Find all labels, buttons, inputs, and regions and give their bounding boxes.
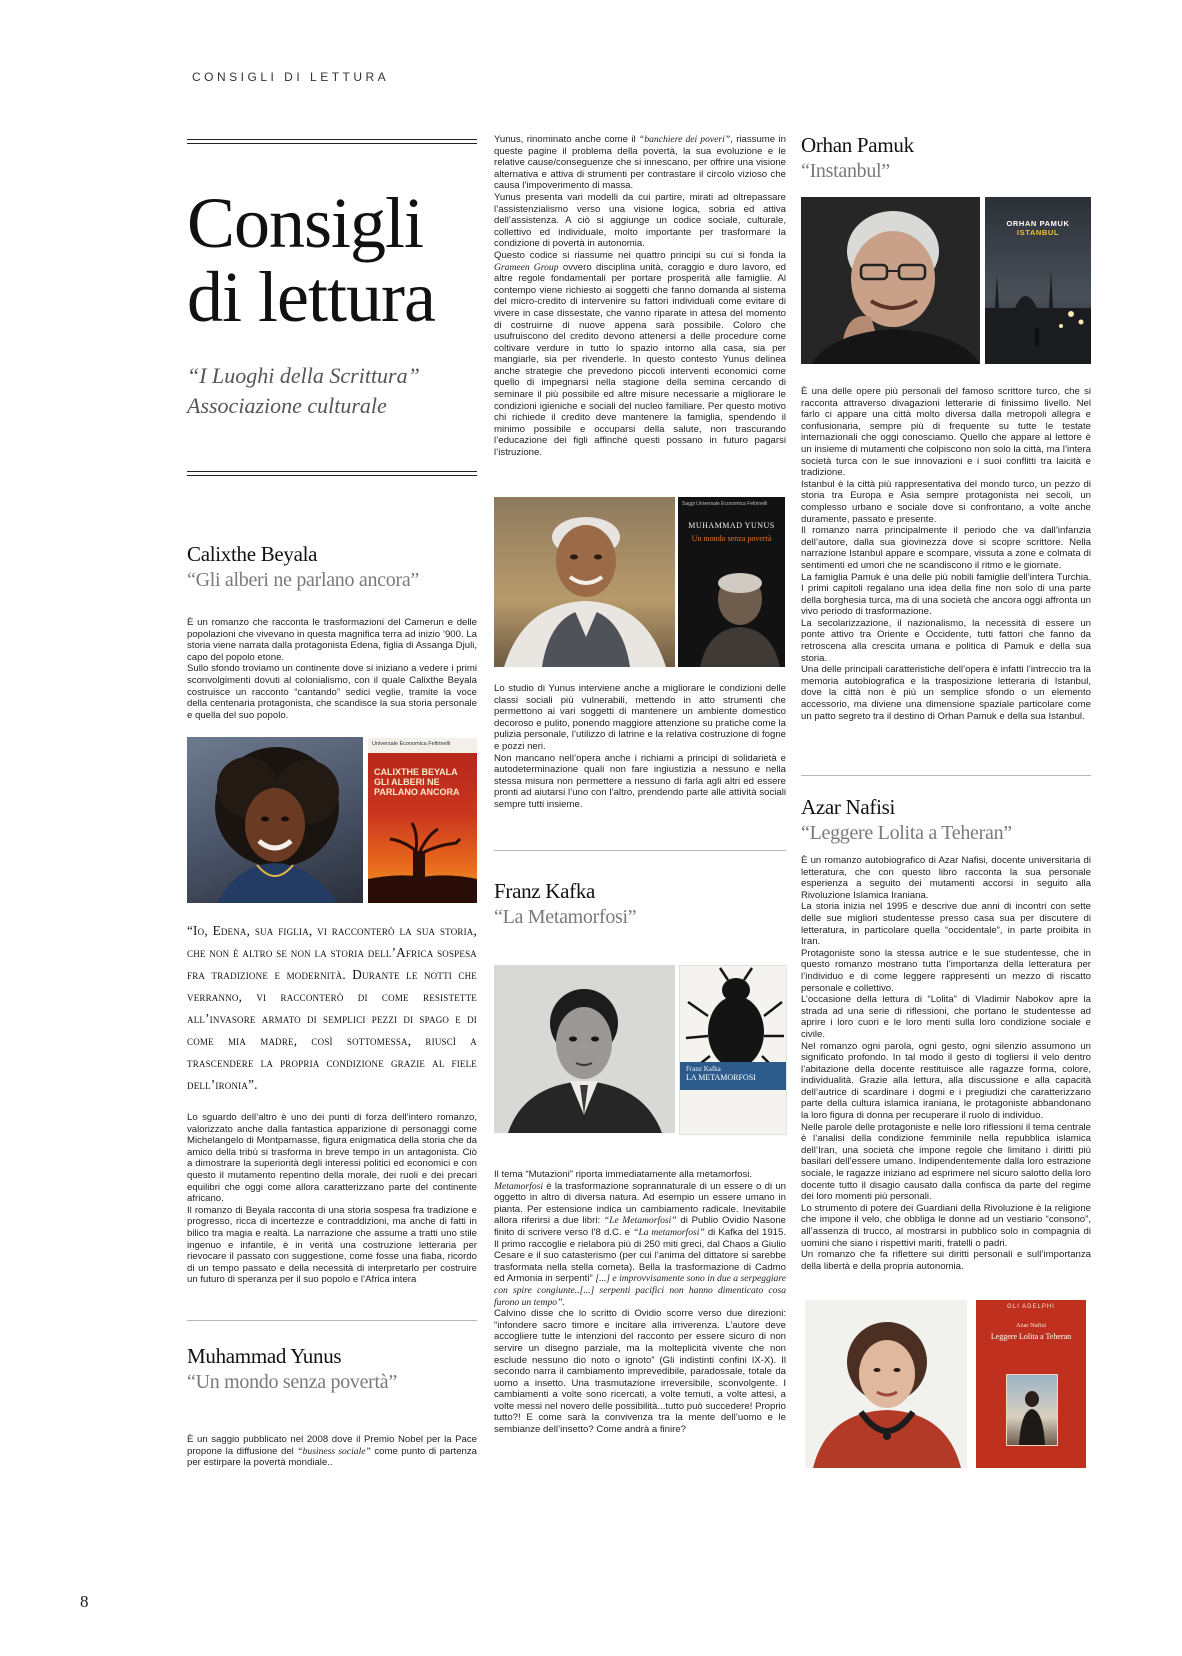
kafka-cover-band xyxy=(680,1062,786,1090)
beyala-yunus-divider xyxy=(187,1320,477,1321)
nafisi-p2: La storia inizia nel 1995 e descrive due anni di incontri con sette delle sue migliori studentesse presso casa sua per discutere di letteratura, in particolare quella “occidentale”, in parte proibita in Iran. xyxy=(801,901,1091,948)
beyala-cover-title-3: PARLANO ANCORA xyxy=(374,787,460,797)
kafka-heading xyxy=(494,879,786,929)
page-subtitle xyxy=(187,361,420,421)
kafka-p3: Calvino disse che lo scritto di Ovidio scorre verso due direzioni: “infondere sacro timore e incitare alla irriverenza. L’autore deve accogliere tutte le intenzioni del racconto per essere sicuro di non servire un disegno parziale, ma la molteplicità vivente che non esclude nessuno dio noto o ignoto” (Gli indistinti confini IX-X). Il secondo narra il cambiamento imprevedibile, paradossale, totale da uomo a insetto. Una trasmutazione irreversibile, sconvolgente. I cambiamenti a volte sono ricercati, a volte temuti, a volte attesi, a volte messi nel novero delle possibilità...tutto può succedere! Proprio tutto?! E come sarà la convivenza tra la mente dell’uomo e le sembianze dell’insetto? Come andrà a finire? xyxy=(494,1308,786,1436)
pamuk-heading xyxy=(801,133,1091,183)
page-title-line-1: Consigli xyxy=(187,183,424,263)
beyala-body xyxy=(187,1112,477,1286)
yunus-intro-b: come punto di partenza per estirpare la povertà mondiale.. xyxy=(187,1445,477,1469)
page-subtitle-line-1: “I Luoghi della Scrittura” xyxy=(187,363,420,388)
nafisi-author: Azar Nafisi xyxy=(801,795,896,819)
kafka-author: Franz Kafka xyxy=(494,879,596,903)
beyala-author-photo xyxy=(187,737,363,903)
yunus-cover-title: Un mondo senza povertà xyxy=(691,534,772,543)
kafka-p2-em4: [...] e improvvisamente sono in due a serpeggiare con spire congiunte..[...] serpenti pacifici non hanno dimenticato cosa furono un tempo”. xyxy=(494,1273,786,1308)
yunus-author: Muhammad Yunus xyxy=(187,1344,342,1368)
nafisi-p6: Nelle parole delle protagoniste e nelle loro riflessioni il tema centrale è l’analisi della condizione femminile nella repubblica islamica dell’Iran, una società che impone regole che limitano i diritti più basilari dell’essere umano. Indipendentemente dalla loro estrazione sociale, le ragazze iniziano ad esprimere nel sicuro salotto della loro docente tutto il disagio causato dalla confisca da parte del regime dei loro momenti più personali. xyxy=(801,1121,1091,1203)
yunus-p1-em: “banchiere dei poveri” xyxy=(638,134,731,145)
beyala-body-p2: Il romanzo di Beyala racconta di una storia sospesa fra tradizione e progresso, ricca di incertezze e contraddizioni, ma anche di fatti in bilico tra magia e realtà. La narrazione che assume a tratti uno stile ingenuo e infantile, è in verità una costruzione letteraria per rievocare il passato con suggestione, come fosse una fiaba, ricordo di un tempo passato e della necessità di interpretarlo per costruire un futuro di speranza per il suo popolo e l’Africa intera xyxy=(187,1204,477,1286)
nafisi-author-photo xyxy=(805,1300,967,1468)
masthead-bottom-rule xyxy=(187,471,477,476)
nafisi-cover-title: Leggere Lolita a Teheran xyxy=(990,1332,1072,1341)
pamuk-book-title: “Instanbul” xyxy=(801,160,890,182)
page-title xyxy=(187,183,435,337)
page-number: 8 xyxy=(80,1592,89,1611)
nafisi-heading xyxy=(801,795,1091,845)
pamuk-nafisi-divider xyxy=(801,775,1091,776)
yunus-body xyxy=(494,134,786,459)
pamuk-p2: Istanbul è la città più rappresentativa del mondo turco, un pezzo di storia tra Europa e Asia sempre protagonista nei secoli, un complesso urbano e sociale dove si confrontano, a volte anche duramente, passato e presente. xyxy=(801,478,1091,525)
nafisi-p8: Un romanzo che fa riflettere sui diritti personali e sull’importanza della libertà e della propria autonomia. xyxy=(801,1249,1091,1272)
yunus-p4: Lo studio di Yunus interviene anche a migliorare le condizioni delle classi sociali più vulnerabili, mettendo in atto strumenti che permettono ai vari soggetti di mantenere un ambiente domestico decoroso e pulito, ponendo maggiore attenzione su pratiche come la pulizia personale, l’utilizzo di latrine e la relativa costruzione di fogne e pozzi neri. xyxy=(494,683,786,752)
nafisi-p4: L’occasione della lettura di “Lolita” di Vladimir Nabokov apre la strada ad una serie di riflessioni, che portano le studentesse ad aprire i loro cuori e le loro menti sulla loro condizione sociale e civile. xyxy=(801,994,1091,1040)
yunus-book-cover xyxy=(678,497,785,667)
yunus-cover-portrait-icon xyxy=(678,557,785,667)
masthead-top-rule xyxy=(187,139,477,144)
page-title-line-2: di lettura xyxy=(187,257,435,337)
beyala-author: Calixthe Beyala xyxy=(187,542,318,566)
beyala-cover-title-1: CALIXTHE BEYALA xyxy=(374,767,458,777)
kafka-book-cover xyxy=(679,965,787,1135)
kafka-p2-em3: “La metamorfosi” xyxy=(633,1226,705,1238)
pamuk-cover-author: ORHAN PAMUK xyxy=(1006,219,1070,228)
kafka-p2-em1: Metamorfosi xyxy=(494,1180,544,1192)
beyala-cover-title-2: GLI ALBERI NE xyxy=(374,777,440,787)
yunus-p3-b: ovvero disciplina unità, coraggio e duro lavoro, ed altre regole fondamentali per portare prosperità alle famiglie. Al contempo viene richiesto ai soggetti che fanno domanda al sistema del micro-credito di intervenire su fattori individuali come evitare di vivere in case dissestate, che vanno riparate in attesa del momento di costruirne di nuove appena sarà possibile. Coloro che usufruiscono del credito devono attenersi a delle procedure come coltivare verdure in tutto lo spazio intorno alla casa, sia per mangiarle, sia per rivenderle. In questo contesto Yunus delinea anche strategie che prevedono piccoli interventi economici come quello di impegnarsi nella stagione della semina cercando di seminare il più possibile ed altre misure necessarie a migliorare le condizioni igieniche e sociali del nucleo familiare. Per questo motivo chi richiede il credito deve mantenere la famiglia, spendendo il minimo possibile e occuparsi della salute, non trascurando l’educazione dei figli affinché questi possano in futuro pagarsi l’istruzione. xyxy=(494,261,786,459)
beyala-intro xyxy=(187,617,477,721)
kafka-p1: Il tema “Mutazioni” riporta immediatamente alla metamorfosi. xyxy=(494,1169,753,1180)
nafisi-p7: Lo strumento di potere dei Guardiani della Rivoluzione è la religione che impone il velo, che obbliga le donne ad un vestiario “consono”, all’assenza di trucco, al mostrarsi in pubblico solo in compagnia di uomini che siano i rispettivi mariti, fratelli o padri. xyxy=(801,1202,1091,1249)
nafisi-cover-author: Azar Nafisi xyxy=(1015,1322,1047,1329)
kafka-p2-c: di Kafka del 1915. Il primo raccoglie e rielabora più di 250 miti greci, dal Chaos a Giulio Cesare e il suo catasterismo (per cui l’anima del dittatore si sarebbe trasformata nella stella cometa). Bella la trasformazione di Cadmo ed Armonia in serpenti” xyxy=(494,1226,786,1285)
yunus-p3-em: Grameen Group xyxy=(494,261,559,273)
yunus-p2: Yunus presenta vari modelli da cui partire, mirati ad oltrepassare l’assistenzialismo verso una visione logica, sobria ed attiva dell’assistenza. A ciò si aggiunge un codice sociale, culturale, collettivo ed individuale, molto importante per trasformare la condizione di povertà in autonomia. xyxy=(494,191,786,250)
pamuk-book-cover xyxy=(985,197,1091,364)
yunus-p3-a: Questo codice si riassume nei quattro principi su cui si fonda la xyxy=(494,249,786,261)
nafisi-p3: Protagoniste sono la stessa autrice e le sue studentesse, che in questo romanzo mostrano tutta l’importanza della letteratura per l’individuo e di come leggere rappresenti un mezzo di riscatto personale e collettivo. xyxy=(801,947,1091,994)
yunus-p1-a: Yunus, rinominato anche come il xyxy=(494,134,639,145)
baobab-tree-icon xyxy=(368,793,477,903)
beyala-book-title: “Gli alberi ne parlano ancora” xyxy=(187,569,419,591)
pamuk-p5: La secolarizzazione, il nazionalismo, la necessità di essere un ponte attivo tra Oriente e Occidente, tutti fattori che fanno da retroscena alla crescita umana e politica di Pamuk e della sua storia. xyxy=(801,617,1091,664)
nafisi-cover-figure-icon xyxy=(1007,1375,1057,1445)
running-header: CONSIGLI DI LETTURA xyxy=(192,70,390,84)
yunus-kafka-divider xyxy=(494,850,786,851)
beyala-book-cover xyxy=(368,738,477,903)
yunus-p5: Non mancano nell’opera anche i richiami a principi di solidarietà e autodeterminazione quali non fare ingiustizia a nessuno e nella stessa misura non permettere a nessuno di farla agli altri ed essere pronti ad aiutarsi l’uno con l’altro, prendendo parte alle attività sociali sempre tutti insieme. xyxy=(494,752,786,810)
pamuk-body xyxy=(801,386,1091,722)
kafka-p2-a: è la trasformazione soprannaturale di un essere o di un oggetto in altro di diversa natura. Ad esempio un essere umano in pianta. Per estensione indica un cambiamento radicale. Inevitabile allora riferirsi a due libri: xyxy=(494,1180,786,1227)
yunus-intro-em: “business sociale” xyxy=(297,1445,371,1457)
beyala-intro-p2: Sullo sfondo troviamo un continente dove si iniziano a vedere i primi sconvolgimenti dovuti al colonialismo, con il quale Calixthe Beyala costruisce un racconto “cantando” sedici veglie, tramite la voce della centenaria protagonista, che scandisce la sua storia personale e quella del suo popolo. xyxy=(187,663,477,721)
nafisi-cover-picture xyxy=(1006,1374,1058,1446)
nafisi-book-cover xyxy=(976,1300,1086,1468)
yunus-intro-a: È un saggio pubblicato nel 2008 dove il Premio Nobel per la Pace propone la diffusione del xyxy=(187,1434,477,1457)
yunus-body-cont xyxy=(494,683,786,811)
nafisi-p1: È un romanzo autobiografico di Azar Nafisi, docente universitaria di letteratura, che con questo libro racconta la sua personale esperienza a seguito dei mutamenti accorsi in seguito alla Rivoluzione Islamica Iraniana. xyxy=(801,855,1091,901)
yunus-book-title: “Un mondo senza povertà” xyxy=(187,1371,397,1393)
yunus-heading xyxy=(187,1344,477,1394)
kafka-body xyxy=(494,1169,786,1436)
nafisi-book-title: “Leggere Lolita a Teheran” xyxy=(801,822,1012,844)
pamuk-p1: È una delle opere più personali del famoso scrittore turco, che si racconta attraverso divagazioni letterarie di finissimo livello. Nel farlo ci appare una città molto diversa dalla metropoli allegra e confusionaria, sempre più di frequente su tutte le testate internazionali che oggi conosciamo. Quello che appare al lettore è un insieme di mutamenti che colpiscono non solo la città, ma l’intera società turca con le sue innovazioni e i suoi conflitti tra laicità e tradizione. xyxy=(801,386,1091,479)
nafisi-cover-series: GLI ADELPHI xyxy=(1007,1304,1055,1310)
yunus-cover-publisher: Saggi Universale Economica Feltrinelli xyxy=(682,501,768,507)
page-subtitle-line-2: Associazione culturale xyxy=(187,393,387,418)
pamuk-author-photo xyxy=(801,197,980,364)
beetle-icon xyxy=(680,966,786,1076)
beyala-body-p1: Lo sguardo dell’altro è uno dei punti di forza dell’intero romanzo, valorizzato anche dalla fantastica apparizione di personaggi come Michelangelo di Montparnasse, figura enigmatica della storia che da amico della tribù si trasforma in breve tempo in un antagonista. Ciò a dimostrare la superiorità degli interessi politici ed economici e con questo il mutamento repentino della morale, dei ruoli e dei precari equilibri che oggi come allora caratterizzano parte del continente africano. xyxy=(187,1112,477,1205)
kafka-book-title: “La Metamorfosi” xyxy=(494,906,637,928)
yunus-p1-b: , riassume in queste pagine il problema della povertà, la sua evoluzione e le relative cause/conseguenze che si innescano, per offrire una visione alternativa e attiva di strumenti per contrastare il circolo vizioso che causa l’impoverimento di massa. xyxy=(494,134,786,192)
yunus-intro xyxy=(187,1434,477,1469)
pamuk-p6: Una delle principali caratteristiche dell’opera è infatti l’intreccio tra la memoria autobiografica e la trasposizione letteraria di Istanbul, dove la città non è più un semplice sfondo o un elemento accessorio, ma diviene una dimensione spaziale particolare come un patto segreto tra il destino di Orhan Pamuk e della sua Istanbul. xyxy=(801,664,1091,722)
kafka-p2-b: di Publio Ovidio Nasone finito di scrivere verso l’8 d.C. e xyxy=(494,1215,787,1238)
nafisi-p5: Nel romanzo ogni parola, ogni gesto, ogni silenzio assumono un significato profondo. In tal modo il gesto di togliersi il velo dentro l’abitazione della docente restituisce alle ragazze forma, colore, individualità. Grazie alla lettura, alla discussione e alla capacità dell’autrice di scardinare i dogmi e i pregiudizi che caratterizzano parte della cultura islamica iraniana, le protagoniste abbandonano la loro figura di donna per recuperare il ruolo di individuo. xyxy=(801,1040,1091,1122)
yunus-author-photo xyxy=(494,497,675,667)
beyala-intro-p1: È un romanzo che racconta le trasformazioni del Camerun e delle popolazioni che vivevano in questa magnifica terra ad inizio ’900. La storia viene narrata dalla protagonista Edena, figlia di Assanga Djuli, capo del popolo etone. xyxy=(187,617,477,663)
beyala-heading xyxy=(187,542,477,592)
pamuk-author: Orhan Pamuk xyxy=(801,133,914,157)
nafisi-body xyxy=(801,855,1091,1272)
beyala-quote: “Io, Edena, sua figlia, vi racconterò la sua storia, che non è altro se non la storia dell’Africa sospesa fra tradizione e modernità. Durante le notti che verranno, vi racconterò di come resistette all’invasore armato di semplici pezzi di spago e di come mia madre, così sottomessa, riuscì a trascendere la propria condizione grazie al fiele dell’ironia”. xyxy=(187,923,477,1092)
pamuk-p4: La famiglia Pamuk è una delle più nobili famiglie dell’intera Turchia. I primi capitoli regalano una idea della fine non solo di una parte della borghesia turca, ma di una società che ancora oggi affronta un vivo periodo di trasformazione. xyxy=(801,571,1091,618)
kafka-author-photo xyxy=(494,965,675,1133)
kafka-cover-author: Franz Kafka xyxy=(686,1065,721,1073)
pamuk-cover-title: ISTANBUL xyxy=(1016,228,1060,237)
beyala-cover-publisher: Universale Economica Feltrinelli xyxy=(368,738,477,753)
kafka-cover-title: LA METAMORFOSI xyxy=(686,1073,756,1082)
yunus-cover-author: MUHAMMAD YUNUS xyxy=(688,521,775,530)
kafka-p2-em2: “Le Metamorfosi” xyxy=(603,1215,677,1227)
mosque-skyline-icon xyxy=(985,244,1091,364)
pamuk-p3: Il romanzo narra principalmente il periodo che va dall’infanzia dell’autore, dalla sua giovinezza dove si scopre scrittore. Nella narrazione Istanbul appare e scompare, vissuta a zone e colmata di sentimenti ed umori che ne scandiscono il ritmo e le giornate. xyxy=(801,525,1091,571)
